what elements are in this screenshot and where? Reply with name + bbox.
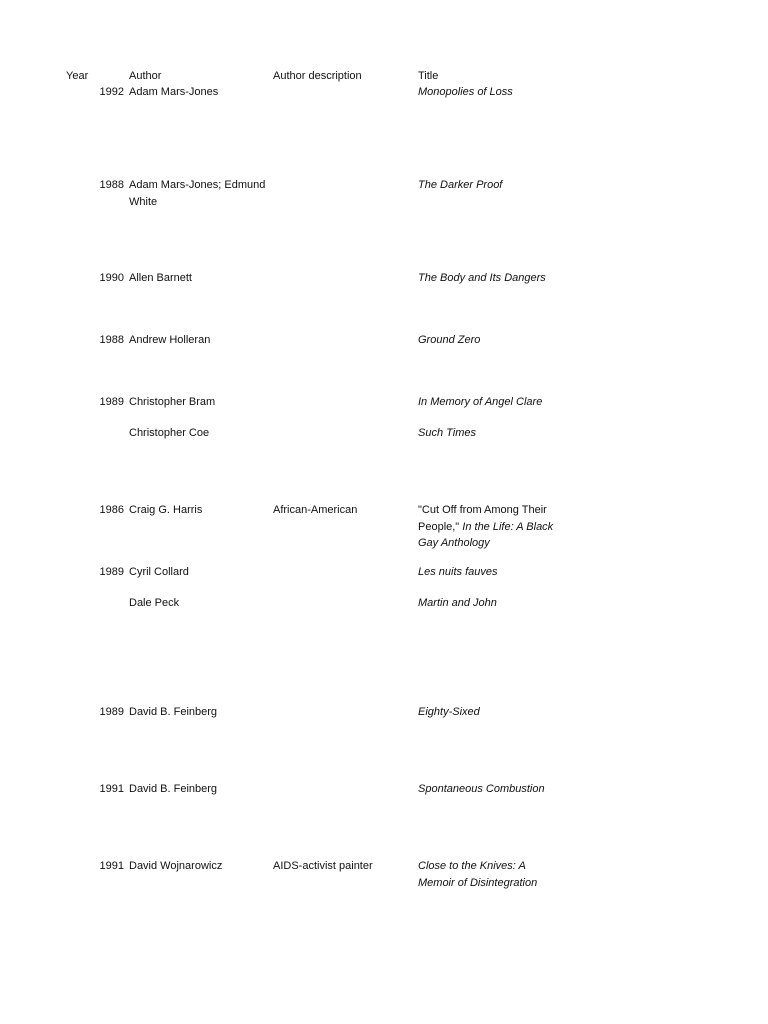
title-cell: In Memory of Angel Clare [418,396,543,408]
author-cell: David B. Feinberg [129,783,218,795]
title-cell: Les nuits fauves [418,566,498,578]
title-cell: Spontaneous Combustion [418,783,545,795]
author-cell: Andrew Holleran [129,334,211,346]
title-cell: Ground Zero [418,334,481,346]
title-cell: Close to the Knives: A Memoir of Disintegration [418,860,538,889]
author-cell: Cyril Collard [129,566,189,578]
column-header-author-description: Author description [273,70,362,82]
year-cell: 1992 [99,86,124,98]
title-cell: Martin and John [418,597,497,609]
title-quoted-part: "Cut Off from Among Their People," [418,504,547,533]
title-cell: Monopolies of Loss [418,86,513,98]
year-cell: 1991 [99,860,124,872]
year-cell: 1989 [99,706,124,718]
title-italic-part: In the Life: A Black Gay Anthology [418,520,554,549]
year-cell: 1989 [99,396,124,408]
title-cell: Eighty-Sixed [418,706,480,718]
title-cell: The Darker Proof [418,179,503,191]
author-description-cell: African-American [273,504,358,516]
author-cell: Adam Mars-Jones [129,86,219,98]
year-cell: 1988 [99,179,124,191]
title-cell: The Body and Its Dangers [418,272,546,284]
year-cell: 1988 [99,334,124,346]
title-cell: Such Times [418,427,476,439]
year-cell: 1990 [99,272,124,284]
column-header-title: Title [418,70,439,82]
author-cell: Adam Mars-Jones; Edmund White [129,179,266,208]
column-header-author: Author [129,70,162,82]
author-cell: Christopher Coe [129,427,210,439]
title-cell [418,502,558,552]
author-cell: Craig G. Harris [129,504,203,516]
author-cell: David Wojnarowicz [129,860,223,872]
year-cell: 1991 [99,783,124,795]
author-description-cell: AIDS-activist painter [273,860,373,872]
author-cell: Dale Peck [129,597,180,609]
author-cell: Allen Barnett [129,272,192,284]
year-cell: 1986 [99,504,124,516]
author-cell: David B. Feinberg [129,706,218,718]
author-cell: Christopher Bram [129,396,216,408]
column-header-year: Year [66,70,89,82]
year-cell: 1989 [99,566,124,578]
